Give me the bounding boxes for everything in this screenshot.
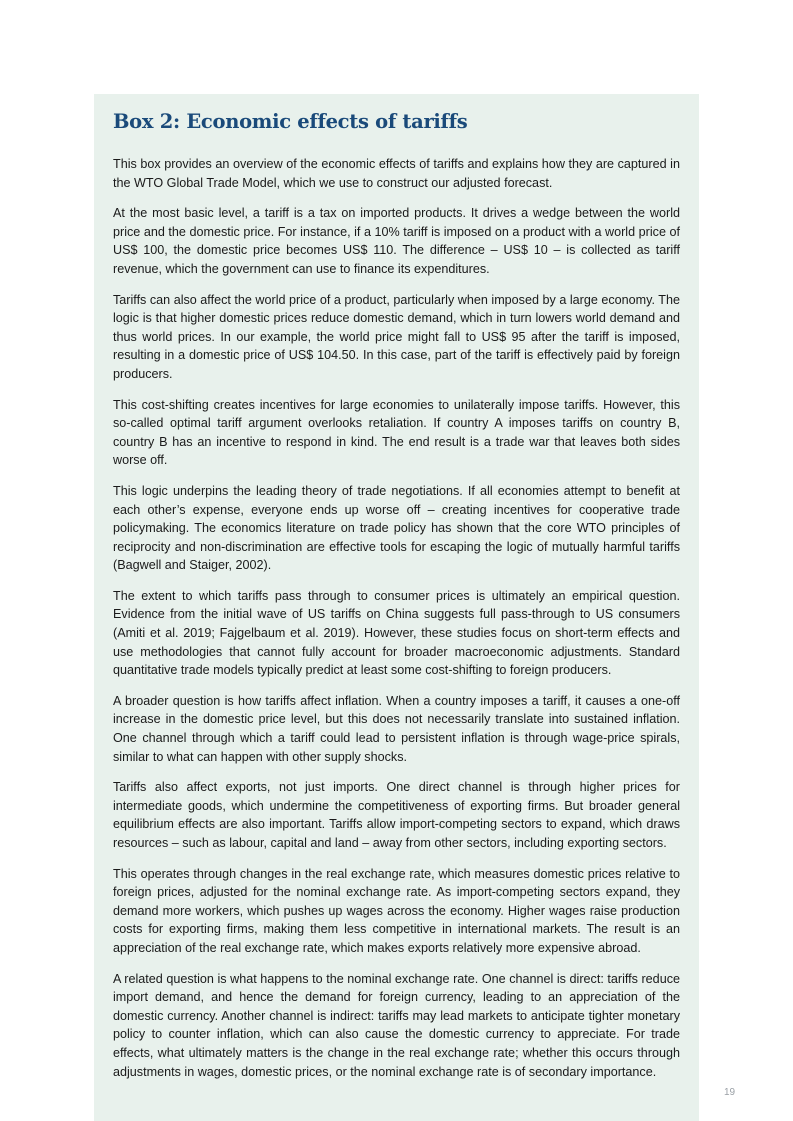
paragraph-9: This operates through changes in the real exchange rate, which measures domestic prices relative to foreign prices, adjusted for the nominal exchange rate. As import-competing sectors expand, they demand more workers, which pushes up wages across the economy. Higher wages raise production costs for exporting firms, making them less competitive in international markets. The result is an appreciation of the real exchange rate, which makes exports relatively more expensive abroad. [113,866,680,955]
paragraph-4: This cost-shifting creates incentives for large economies to unilaterally impose tariffs. However, this so-called optimal tariff argument overlooks retaliation. If country A imposes tariffs on country B, country B has an incentive to respond in kind. The end result is a trade war that leaves both sides worse off. [113,397,680,468]
page-number: 19 [724,1087,736,1098]
paragraph-7: A broader question is how tariffs affect inflation. When a country imposes a tariff, it causes a one-off increase in the domestic price level, but this does not necessarily translate into sustained inflation. One channel through which a tariff could lead to persistent inflation is through wage-price spirals, similar to what can happen with other supply shocks. [113,693,680,764]
paragraph-5: This logic underpins the leading theory of trade negotiations. If all economies attempt to benefit at each other’s expense, everyone ends up worse off – creating incentives for cooperative trade policymaking. The economics literature on trade policy has shown that the core WTO principles of reciprocity and non-discrimination are effective tools for escaping the logic of mutually harmful tariffs (Bagwell and Staiger, 2002). [113,483,680,573]
box-2-panel [94,94,699,1121]
paragraph-6: The extent to which tariffs pass through to consumer prices is ultimately an empirical question. Evidence from the initial wave of US tariffs on China suggests full pass-through to US consumers (Amiti et al. 2019; Fajgelbaum et al. 2019). However, these studies focus on short-term effects and use methodologies that cannot fully account for broader macroeconomic adjustments. Standard quantitative trade models typically predict at least some cost-shifting to foreign producers. [113,588,680,678]
paragraph-10: A related question is what happens to the nominal exchange rate. One channel is direct: tariffs reduce import demand, and hence the demand for foreign currency, leading to an appreciation of the domestic currency. Another channel is indirect: tariffs may lead markets to anticipate tighter monetary policy to counter inflation, which can also cause the domestic currency to appreciate. For trade effects, what ultimately matters is the change in the real exchange rate; whether this occurs through adjustments in wages, domestic prices, or the nominal exchange rate is of secondary importance. [113,971,680,1079]
paragraph-3: Tariffs can also affect the world price of a product, particularly when imposed by a large economy. The logic is that higher domestic prices reduce domestic demand, which in turn lowers world demand and thus world prices. In our example, the world price might fall to US$ 95 after the tariff is imposed, resulting in a domestic price of US$ 104.50. In this case, part of the tariff is effectively paid by foreign producers. [113,292,680,381]
paragraph-8: Tariffs also affect exports, not just imports. One direct channel is through higher prices for intermediate goods, which undermine the competitiveness of exporting firms. But broader general equilibrium effects are also important. Tariffs allow import-competing sectors to expand, which draws resources – such as labour, capital and land – away from other sectors, including exporting sectors. [113,780,680,850]
box-title: Box 2: Economic effects of tariffs [113,110,468,133]
paragraph-2: At the most basic level, a tariff is a tax on imported products. It drives a wedge between the world price and the domestic price. For instance, if a 10% tariff is imposed on a product with a world price of US$ 100, the domestic price becomes US$ 110. The difference – US$ 10 – is collected as tariff revenue, which the government can use to finance its expenditures. [113,206,680,276]
paragraph-1: This box provides an overview of the economic effects of tariffs and explains how they are captured in the WTO Global Trade Model, which we use to construct our adjusted forecast. [113,157,680,190]
